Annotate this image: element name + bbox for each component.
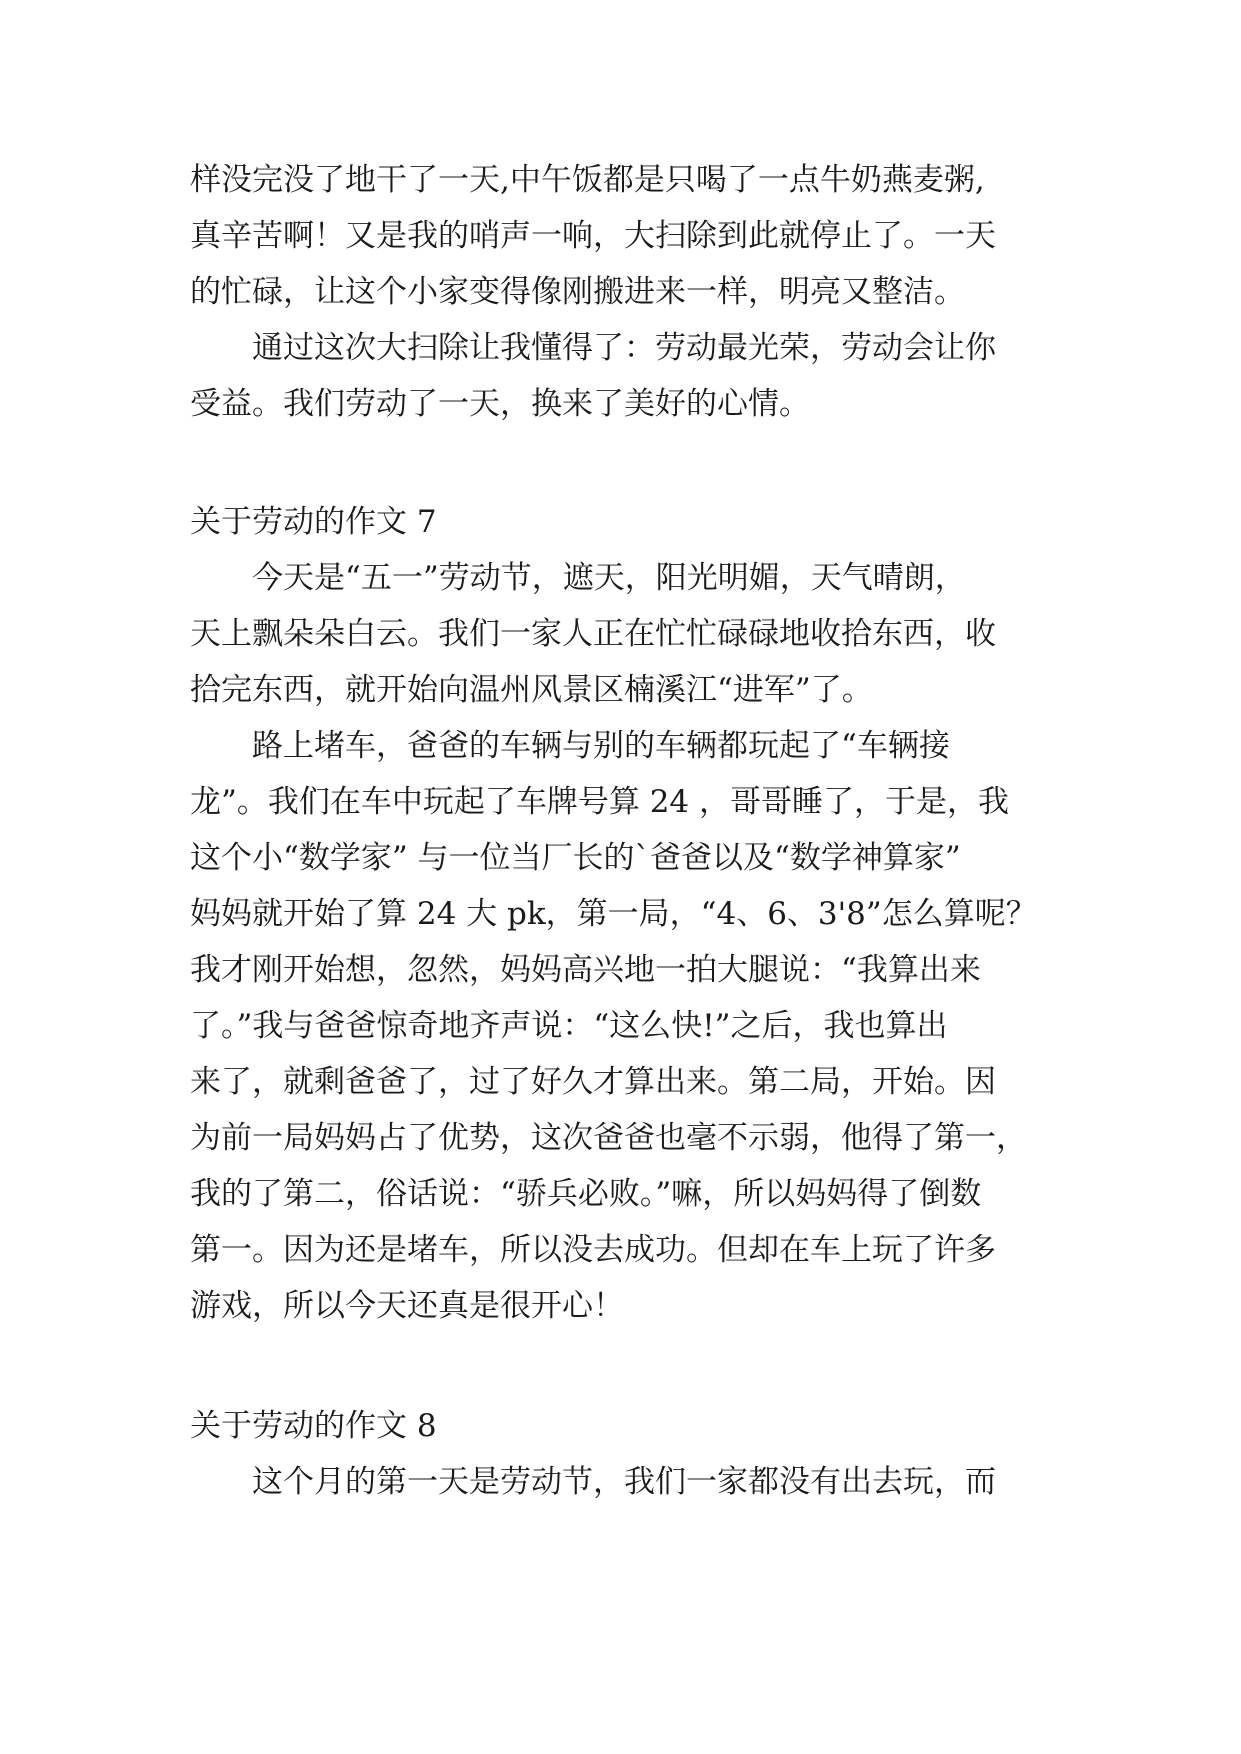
body-line: 天上飘朵朵白云。我们一家人正在忙忙碌碌地收拾东西，收 xyxy=(190,616,996,652)
essay-7-title: 关于劳动的作文 7 xyxy=(190,504,437,540)
body-line: 我的了第二，俗话说：“骄兵必败。”嘛，所以妈妈得了倒数 xyxy=(190,1176,982,1212)
body-line: 的忙碌，让这个小家变得像刚搬进来一样，明亮又整洁。 xyxy=(190,274,965,310)
body-line: 龙”。我们在车中玩起了车牌号算 24 ，哥哥睡了，于是，我 xyxy=(190,784,1009,820)
body-line: 路上堵车，爸爸的车辆与别的车辆都玩起了“车辆接 xyxy=(252,728,950,764)
essay-8-title: 关于劳动的作文 8 xyxy=(190,1408,437,1444)
body-line: 了。”我与爸爸惊奇地齐声说：“这么快!”之后，我也算出 xyxy=(190,1008,948,1044)
body-line: 来了，就剩爸爸了，过了好久才算出来。第二局，开始。因 xyxy=(190,1064,996,1100)
body-line: 这个月的第一天是劳动节，我们一家都没有出去玩，而 xyxy=(252,1464,996,1500)
body-line: 第一。因为还是堵车，所以没去成功。但却在车上玩了许多 xyxy=(190,1232,996,1268)
body-line: 妈妈就开始了算 24 大 pk，第一局，“4、6、3'8”怎么算呢？ xyxy=(190,896,1037,932)
body-line: 游戏，所以今天还真是很开心！ xyxy=(190,1288,624,1324)
body-line: 真辛苦啊！又是我的哨声一响，大扫除到此就停止了。一天 xyxy=(190,218,996,254)
body-line: 今天是“五一”劳动节，遮天，阳光明媚，天气晴朗， xyxy=(252,560,966,596)
body-line: 通过这次大扫除让我懂得了：劳动最光荣，劳动会让你 xyxy=(252,330,996,366)
body-line: 为前一局妈妈占了优势，这次爸爸也毫不示弱，他得了第一， xyxy=(190,1120,1027,1156)
body-line: 我才刚开始想，忽然，妈妈高兴地一拍大腿说：“我算出来 xyxy=(190,952,981,988)
body-line: 样没完没了地干了一天,中午饭都是只喝了一点牛奶燕麦粥, xyxy=(190,162,985,198)
body-line: 这个小“数学家” 与一位当厂长的`爸爸以及“数学神算家” xyxy=(190,840,961,876)
body-line: 拾完东西，就开始向温州风景区楠溪江“进军”了。 xyxy=(190,672,873,708)
body-line: 受益。我们劳动了一天，换来了美好的心情。 xyxy=(190,386,810,422)
document-body xyxy=(190,152,1080,1510)
